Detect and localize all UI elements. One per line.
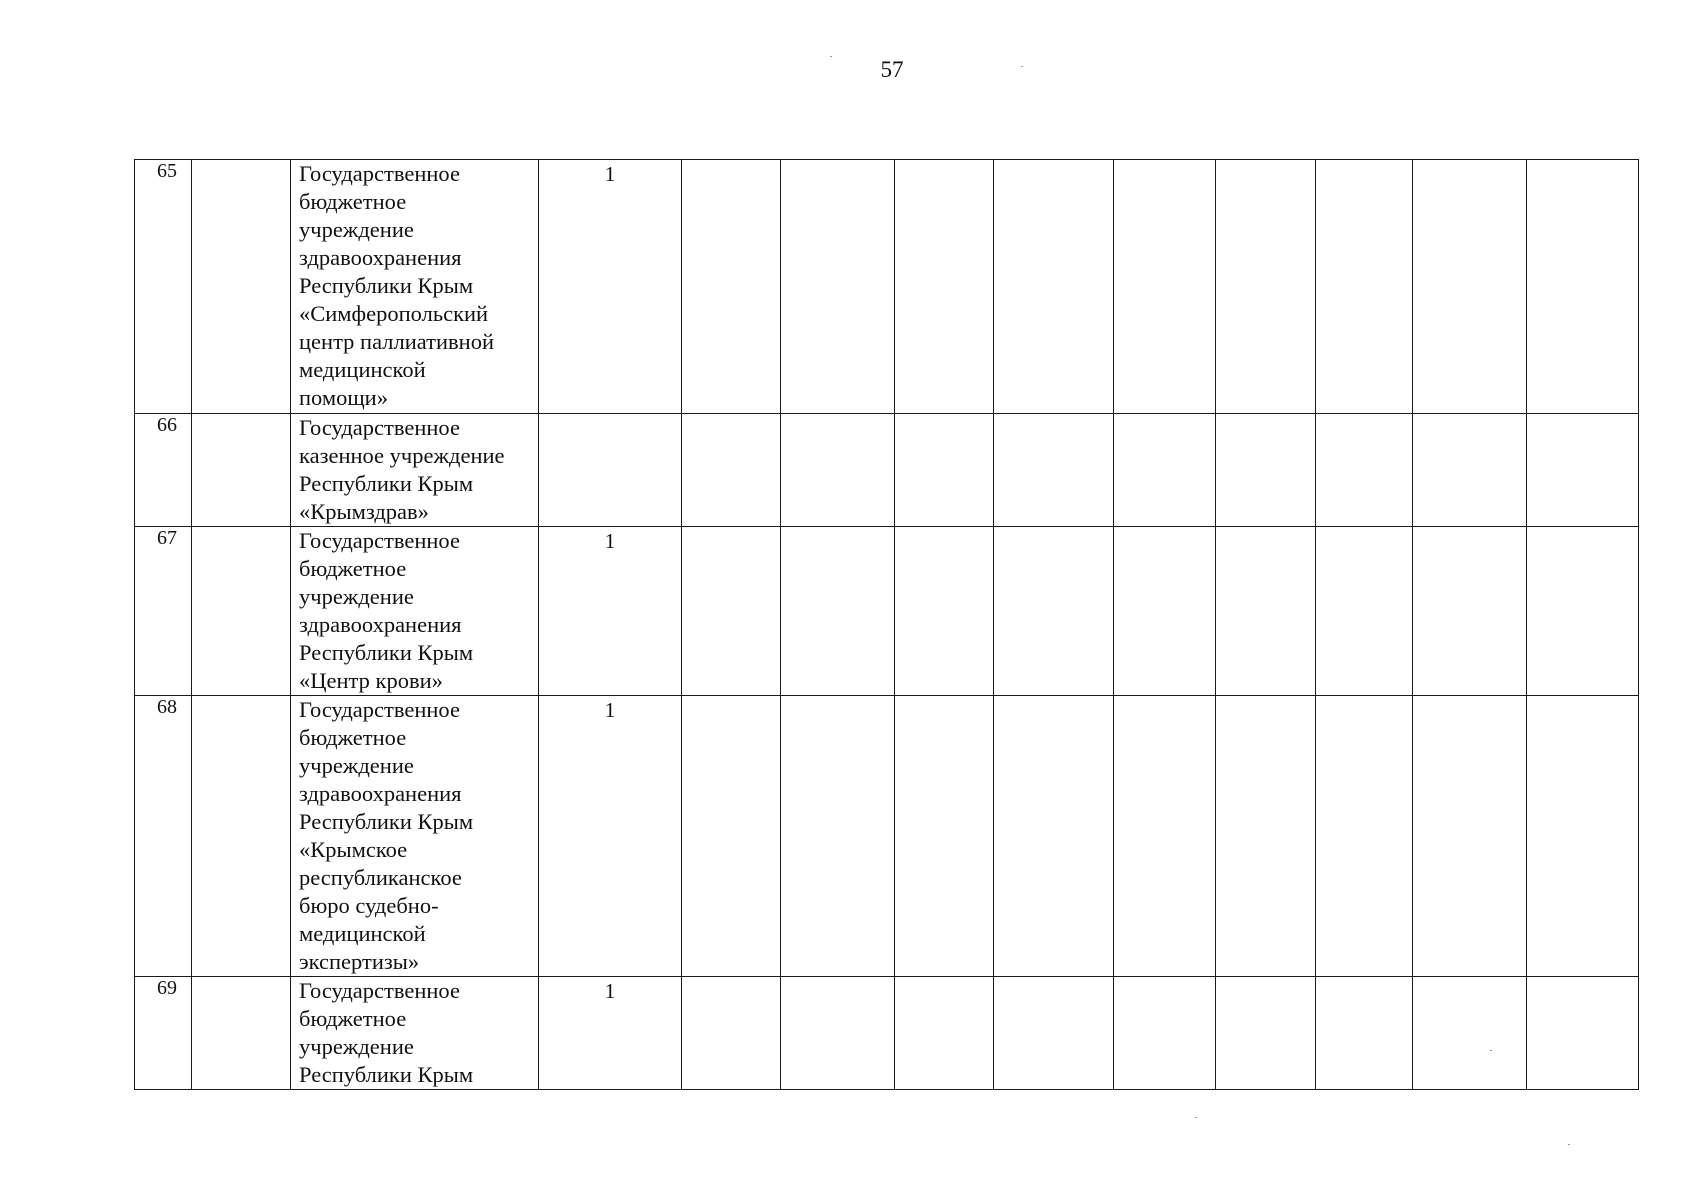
institutions-table <box>134 159 1639 1090</box>
institution-name-line: помощи» <box>299 385 388 410</box>
empty-cell <box>781 160 895 414</box>
institution-name-line: центр паллиативной <box>299 329 495 354</box>
empty-cell <box>1413 414 1527 527</box>
empty-cell <box>994 977 1114 1090</box>
institution-name-line: Республики Крым <box>299 640 474 665</box>
institution-name-line: здравоохранения <box>299 781 462 806</box>
empty-cell <box>1413 977 1527 1090</box>
row-number-cell: 69 <box>135 977 192 1090</box>
empty-cell <box>1316 977 1413 1090</box>
institution-name-line: здравоохранения <box>299 612 462 637</box>
institution-name-line: казенное учреждение <box>299 443 505 468</box>
empty-cell <box>1216 160 1316 414</box>
institution-name-line: медицинской <box>299 921 426 946</box>
scan-speck <box>1021 66 1023 67</box>
institution-name-line: «Крымздрав» <box>299 499 429 524</box>
scan-speck <box>1490 1050 1492 1051</box>
institution-name-line: Республики Крым <box>299 809 474 834</box>
empty-cell <box>682 160 781 414</box>
empty-cell <box>781 527 895 696</box>
empty-cell <box>895 414 994 527</box>
empty-cell <box>1216 414 1316 527</box>
institution-name-line: Государственное <box>299 161 460 186</box>
quantity-cell: 1 <box>539 160 682 414</box>
institution-name-line: Государственное <box>299 415 460 440</box>
institution-name-line: учреждение <box>299 584 414 609</box>
page-number: 57 <box>880 57 904 82</box>
institution-name-line: бюджетное <box>299 1006 407 1031</box>
empty-cell <box>994 414 1114 527</box>
empty-cell <box>1413 696 1527 977</box>
empty-cell <box>1114 977 1216 1090</box>
institution-name-line: бюджетное <box>299 556 407 581</box>
table-row <box>135 696 1639 977</box>
table-row <box>135 414 1639 527</box>
empty-cell <box>192 977 291 1090</box>
institution-name-line: «Крымское <box>299 837 408 862</box>
row-number-cell: 66 <box>135 414 192 527</box>
institution-name-line: медицинской <box>299 357 426 382</box>
empty-cell <box>682 696 781 977</box>
empty-cell <box>895 527 994 696</box>
empty-cell <box>1316 160 1413 414</box>
scan-speck <box>1195 1117 1197 1118</box>
table-row <box>135 527 1639 696</box>
institution-name-line: республиканское <box>299 865 462 890</box>
empty-cell <box>1527 414 1639 527</box>
table-row <box>135 977 1639 1090</box>
institution-name-line: здравоохранения <box>299 245 462 270</box>
institution-name-line: Республики Крым <box>299 1062 474 1087</box>
quantity-cell <box>539 414 682 527</box>
empty-cell <box>682 527 781 696</box>
empty-cell <box>192 414 291 527</box>
empty-cell <box>1316 527 1413 696</box>
institution-name-line: Республики Крым <box>299 471 474 496</box>
scan-speck <box>830 56 832 57</box>
empty-cell <box>1413 160 1527 414</box>
empty-cell <box>1527 527 1639 696</box>
empty-cell <box>994 696 1114 977</box>
institution-name-cell <box>291 977 539 1090</box>
empty-cell <box>1114 527 1216 696</box>
empty-cell <box>1216 977 1316 1090</box>
institution-name-line: Государственное <box>299 978 460 1003</box>
empty-cell <box>1114 160 1216 414</box>
institution-name-cell <box>291 160 539 414</box>
empty-cell <box>192 527 291 696</box>
institution-name-cell <box>291 527 539 696</box>
empty-cell <box>781 696 895 977</box>
empty-cell <box>1216 696 1316 977</box>
quantity-cell: 1 <box>539 527 682 696</box>
empty-cell <box>1316 414 1413 527</box>
institution-name-line: Государственное <box>299 697 460 722</box>
scan-speck <box>1568 1144 1570 1145</box>
quantity-cell: 1 <box>539 696 682 977</box>
empty-cell <box>192 696 291 977</box>
empty-cell <box>1114 414 1216 527</box>
empty-cell <box>682 414 781 527</box>
row-number-cell: 67 <box>135 527 192 696</box>
empty-cell <box>895 977 994 1090</box>
institution-name-line: учреждение <box>299 217 414 242</box>
quantity-cell: 1 <box>539 977 682 1090</box>
table-row <box>135 160 1639 414</box>
empty-cell <box>781 414 895 527</box>
empty-cell <box>994 527 1114 696</box>
institution-name-line: учреждение <box>299 1034 414 1059</box>
row-number-cell: 65 <box>135 160 192 414</box>
institution-name-line: «Симферопольский <box>299 301 489 326</box>
empty-cell <box>895 696 994 977</box>
institution-name-line: учреждение <box>299 753 414 778</box>
empty-cell <box>895 160 994 414</box>
institution-name-line: Государственное <box>299 528 460 553</box>
empty-cell <box>1316 696 1413 977</box>
institution-name-line: бюро судебно- <box>299 893 439 918</box>
empty-cell <box>781 977 895 1090</box>
institution-name-line: бюджетное <box>299 189 407 214</box>
institution-name-cell <box>291 414 539 527</box>
empty-cell <box>1413 527 1527 696</box>
institution-name-line: «Центр крови» <box>299 668 443 693</box>
row-number-cell: 68 <box>135 696 192 977</box>
institution-name-line: Республики Крым <box>299 273 474 298</box>
empty-cell <box>192 160 291 414</box>
empty-cell <box>994 160 1114 414</box>
institution-name-line: бюджетное <box>299 725 407 750</box>
empty-cell <box>1527 160 1639 414</box>
empty-cell <box>1527 977 1639 1090</box>
empty-cell <box>682 977 781 1090</box>
institution-name-line: экспертизы» <box>299 949 420 974</box>
empty-cell <box>1216 527 1316 696</box>
empty-cell <box>1114 696 1216 977</box>
empty-cell <box>1527 696 1639 977</box>
institution-name-cell <box>291 696 539 977</box>
